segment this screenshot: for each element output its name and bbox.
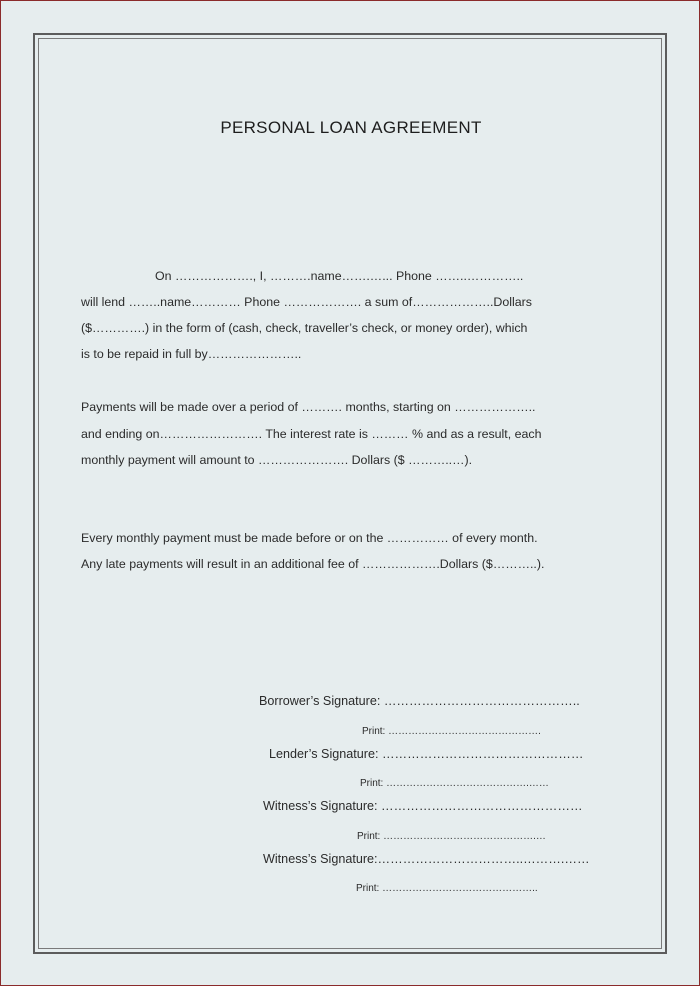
document-title: PERSONAL LOAN AGREEMENT: [220, 118, 482, 137]
witness1-print-line: [357, 826, 546, 844]
lender-print-label: Print: …………………………………….……: [360, 778, 549, 789]
witness1-signature-line: [263, 797, 583, 815]
lender-signature-line: [269, 745, 583, 763]
paragraph2-line3: monthly payment will amount to …………………. Dollars ($ ………..…).: [81, 453, 473, 467]
paragraph1-line3: ($………….) in the form of (cash, check, traveller’s check, or money order), which: [81, 321, 528, 335]
paragraph2-line2: and ending on……………………. The interest rate is ……… % and as a result, each: [81, 427, 542, 441]
paragraph3-line2: Any late payments will result in an additional fee of ……………….Dollars ($………..).: [81, 557, 545, 571]
borrower-signature-label: Borrower’s Signature: ………………………………………..: [259, 694, 580, 708]
witness1-print-label: Print: ……………………………………….…: [357, 831, 546, 842]
witness2-signature-label: Witness’s Signature:……………………………..……….……: [263, 852, 590, 866]
paragraph3-line1: Every monthly payment must be made before or on the …………… of every month.: [81, 531, 538, 545]
witness2-print-label: Print: ………………………………………..: [356, 883, 538, 894]
paragraph2-line1: Payments will be made over a period of ………. months, starting on ………………..: [81, 400, 536, 414]
witness2-signature-line: [263, 850, 590, 868]
borrower-print-line: [362, 721, 541, 739]
witness1-signature-label: Witness’s Signature: …………………………………………: [263, 799, 583, 813]
lender-print-line: [360, 773, 549, 791]
paragraph1-line1: On ………………., I, ……….name…….…... Phone ……..…………..: [155, 269, 524, 283]
witness2-print-line: [356, 878, 538, 896]
borrower-print-label: Print: ……………………………………….: [362, 726, 541, 737]
paragraph1-line2: will lend ……..name………… Phone ………………. a sum of………………..Dollars: [81, 295, 532, 309]
lender-signature-label: Lender’s Signature: …………………………………………: [269, 747, 584, 761]
borrower-signature-line: [259, 692, 580, 710]
paragraph1-line4: is to be repaid in full by…………………..: [81, 347, 302, 361]
